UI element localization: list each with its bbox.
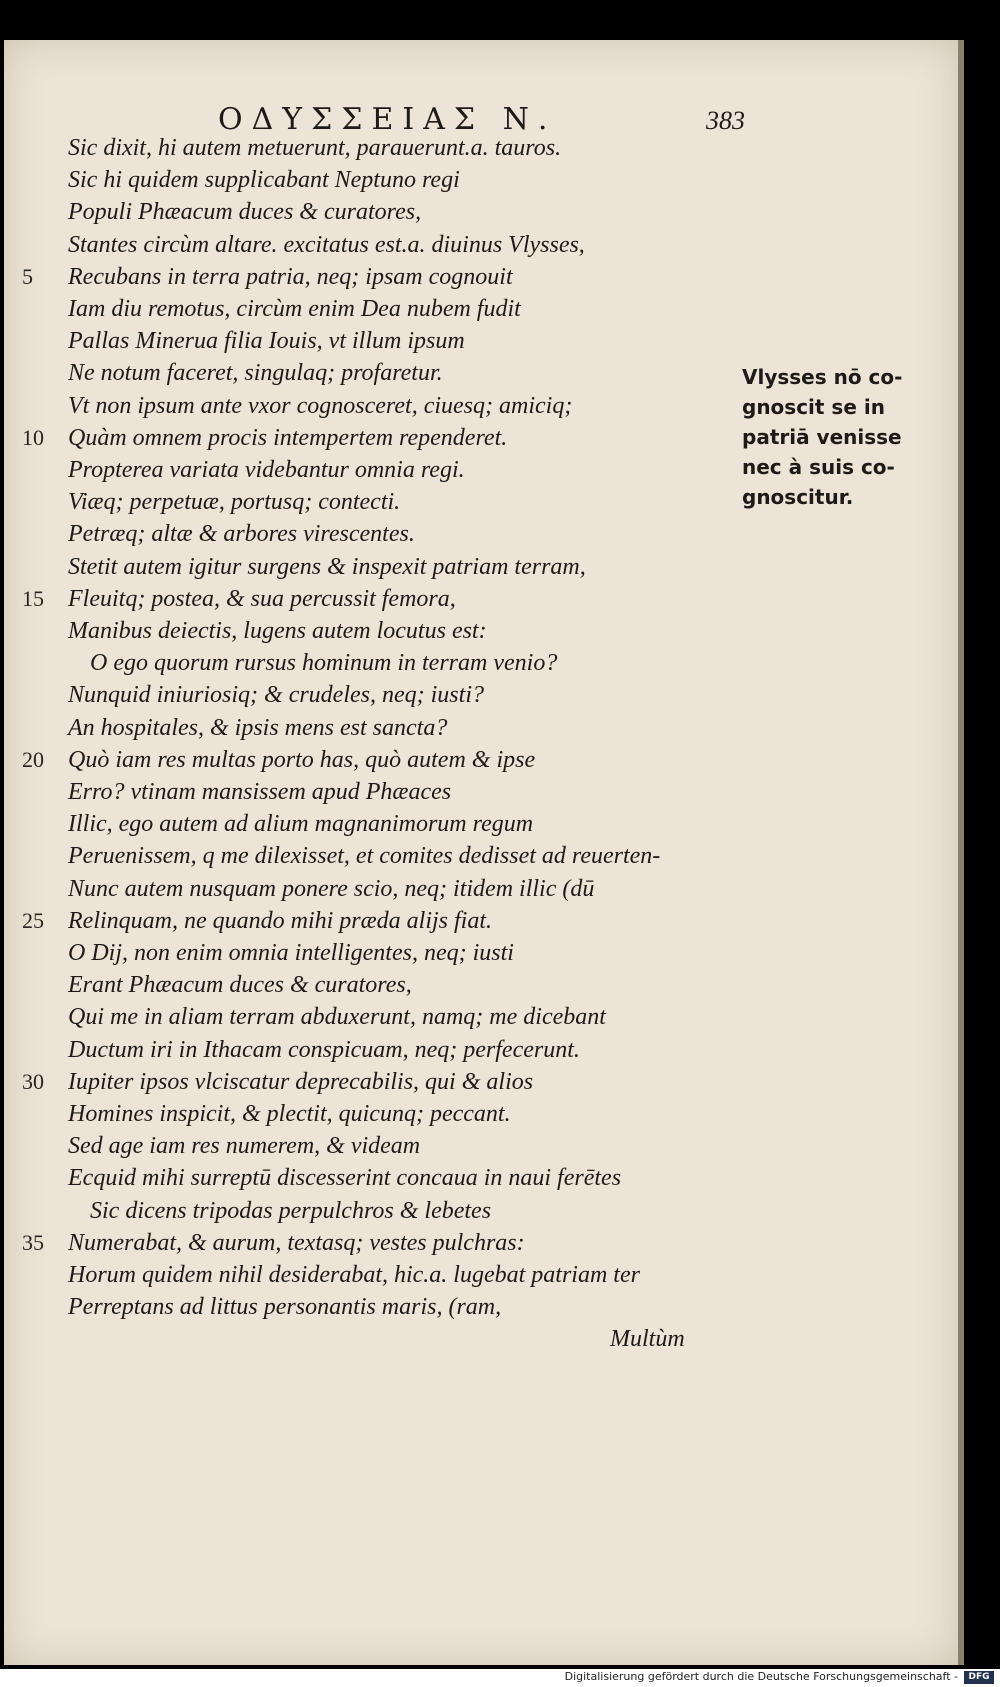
line-text: Iam diu remotus, circùm enim Dea nubem fudit [68,296,521,322]
line-text: Stetit autem igitur surgens & inspexit patriam terram, [68,553,586,580]
verse-line [0,1069,740,1101]
line-text: Ductum iri in Ithacam conspicuam, neq; perfecerunt. [68,1036,580,1063]
verse-line [0,650,740,682]
line-text: Qui me in aliam terram abduxerunt, namq; me dicebant [68,1004,606,1031]
line-number: 10 [22,424,44,450]
verse-line [0,715,740,747]
verse-line [0,328,740,360]
page-edge [958,40,964,1665]
page-number: 383 [706,106,745,135]
line-text: Erro? vtinam mansissem apud Phæaces [68,779,452,805]
verse-line [0,393,740,425]
line-text: Nunquid iniuriosiq; & crudeles, neq; iusti? [68,682,484,709]
line-text: O Dij, non enim omnia intelligentes, neq; iusti [68,940,514,966]
verse-line [0,1004,740,1036]
line-text: Recubans in terra patria, neq; ipsam cognouit [68,263,513,290]
footer-credit: Digitalisierung gefördert durch die Deutsche Forschungsgemeinschaft - [564,1670,958,1683]
verse-line [0,940,740,972]
line-text: An hospitales, & ipsis mens est sancta? [68,714,448,741]
line-number: 15 [22,585,44,611]
verse-line [0,232,740,264]
verse-line [0,1165,740,1197]
line-text: Perreptans ad littus personantis maris, (ram, [68,1294,502,1321]
line-text: Homines inspicit, & plectit, quicunq; peccant. [68,1101,511,1127]
verse-line [0,618,740,650]
verse-line [0,135,740,167]
verse-line [0,972,740,1004]
verse-line [0,876,740,908]
verse-line [0,843,740,875]
line-text: Erant Phæacum duces & curatores, [68,972,412,999]
verse-line [0,457,740,489]
line-number: 20 [22,746,44,772]
verse-line [0,811,740,843]
line-text: Illic, ego autem ad alium magnanimorum regum [68,811,534,838]
line-text: Ecquid mihi surreptū discesserint concaua in naui ferētes [68,1165,622,1192]
line-number: 30 [22,1068,44,1094]
margin-note-line: nec à suis co- [742,455,895,479]
verse-line [0,1198,740,1230]
line-text: Iupiter ipsos vlciscatur deprecabilis, qui & alios [68,1068,534,1095]
verse-line [0,1326,740,1358]
line-text: Nunc autem nusquam ponere scio, neq; itidem illic (dū [68,875,595,902]
line-text: Quàm omnem procis intempertem rependeret. [68,424,508,451]
verse-line [0,167,740,199]
line-text: Pallas Minerua filia Iouis, vt illum ipsum [68,328,465,355]
margin-note [742,362,912,512]
line-text: Vt non ipsum ante vxor cognosceret, ciuesq; amiciq; [68,392,573,419]
line-text: Relinquam, ne quando mihi præda alijs fiat. [68,907,492,934]
margin-note-line: gnoscit se in [742,395,885,419]
line-text: Numerabat, & aurum, textasq; vestes pulchras: [68,1229,525,1256]
footer-bar [0,1669,1000,1687]
verse-line [0,779,740,811]
line-text: Quò iam res multas porto has, quò autem & ipse [68,746,536,773]
verse-line [0,586,740,618]
line-text: Sic dixit, hi autem metuerunt, parauerunt.a. tauros. [68,135,562,161]
line-text: Stantes circùm altare. excitatus est.a. diuinus Vlysses, [68,231,585,258]
line-text: Sic hi quidem supplicabant Neptuno regi [68,167,460,194]
verse-line [0,199,740,231]
verse-line [0,521,740,553]
line-text: Petræq; altæ & arbores virescentes. [68,521,415,548]
margin-note-line: gnoscitur. [742,485,854,509]
verse-line [0,908,740,940]
verse-line [0,360,740,392]
verse-line [0,1262,740,1294]
verse-line [0,1230,740,1262]
line-text: Multùm [610,1326,685,1353]
verse-line [0,1101,740,1133]
line-text: O ego quorum rursus hominum in terram venio? [90,650,558,677]
verse-line [0,554,740,586]
dfg-logo: DFG [964,1671,994,1684]
line-number: 5 [22,263,33,289]
verse-line [0,489,740,521]
verse-line [0,1133,740,1165]
verse-line [0,264,740,296]
verse-line [0,1037,740,1069]
line-text: Populi Phæacum duces & curatores, [68,199,422,226]
verse-line [0,425,740,457]
line-text: Sed age iam res numerem, & videam [68,1133,421,1160]
line-number: 25 [22,907,44,933]
line-text: Sic dicens tripodas perpulchros & lebetes [90,1197,492,1224]
verse-line [0,1294,740,1326]
line-text: Peruenissem, q me dilexisset, et comites dedisset ad reuerten- [68,843,661,870]
line-number: 35 [22,1229,44,1255]
running-head-title: ΟΔΥΣΣΕΙΑΣ Ν. [218,102,557,137]
line-text: Ne notum faceret, singulaq; profaretur. [68,360,443,387]
verse-line [0,747,740,779]
line-text: Manibus deiectis, lugens autem locutus est: [68,618,487,644]
margin-note-line: Vlysses nō co- [742,365,903,389]
line-text: Horum quidem nihil desiderabat, hic.a. lugebat patriam ter [68,1262,640,1288]
verse-line [0,296,740,328]
verse-line [0,682,740,714]
line-text: Viæq; perpetuæ, portusq; contecti. [68,489,401,516]
line-text: Propterea variata videbantur omnia regi. [68,457,465,483]
margin-note-line: patriā venisse [742,425,902,449]
line-text: Fleuitq; postea, & sua percussit femora, [68,585,456,612]
